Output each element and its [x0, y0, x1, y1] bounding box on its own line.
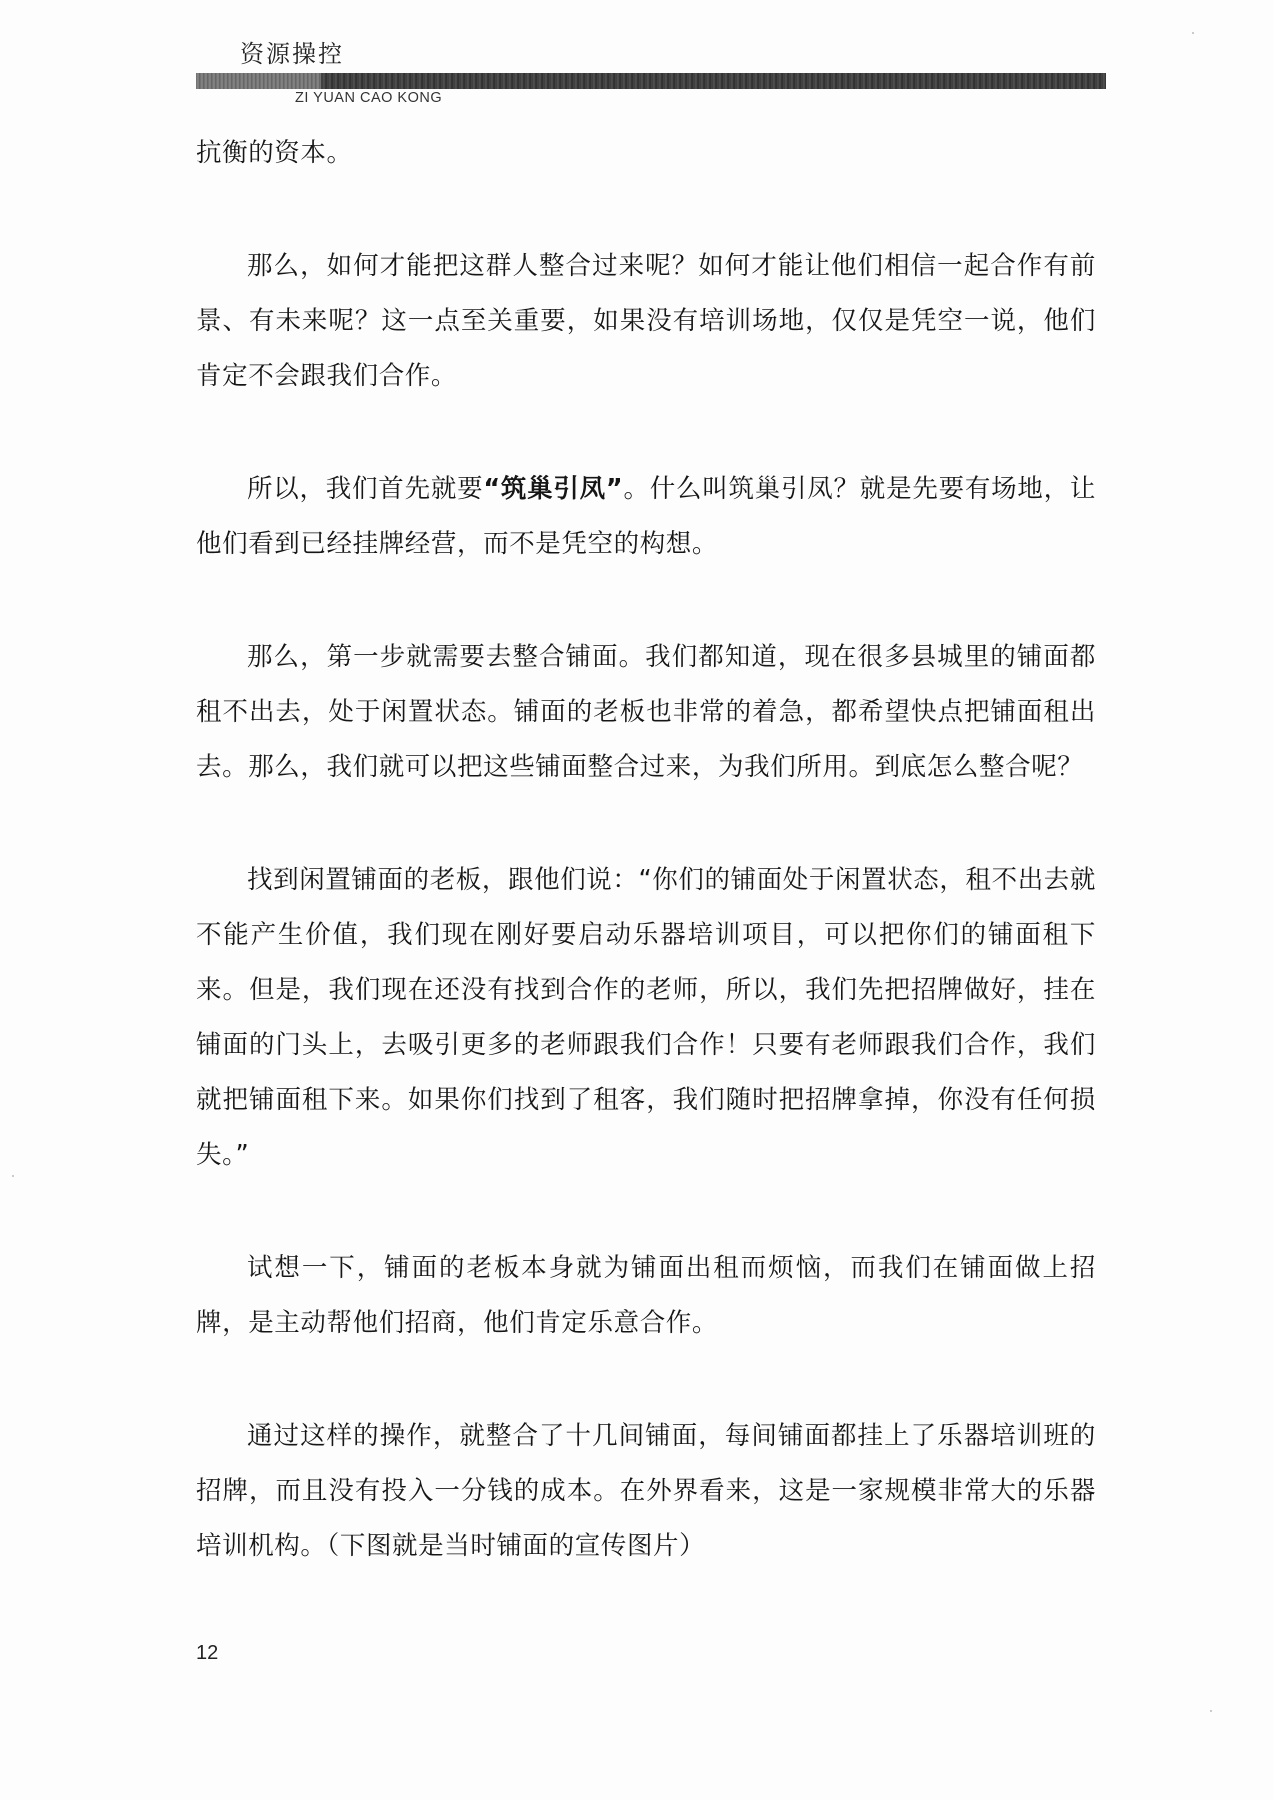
paragraph-continuation: 抗衡的资本。 [196, 138, 353, 168]
paragraph: 找到闲置铺面的老板，跟他们说：“你们的铺面处于闲置状态，租不出去就不能产生价值，我们现在刚好要启动乐器培训项目，可以把你们的铺面租下来。但是，我们现在还没有找到合作的老师，所以，我们先把招牌做好，挂在铺面的门头上，去吸引更多的老师跟我们合作！只要有老师跟我们合作，我们就把铺面租下来。如果你们找到了租客，我们随时把招牌拿掉，你没有任何损失。” [196, 865, 1097, 1170]
paragraph: 那么，第一步就需要去整合铺面。我们都知道，现在很多县城里的铺面都租不出去，处于闲置状态。铺面的老板也非常的着急，都希望快点把铺面租出去。那么，我们就可以把这些铺面整合过来，为我们所用。到底怎么整合呢？ [196, 642, 1096, 782]
scan-speck [12, 1175, 14, 1177]
running-header-subtitle: ZI YUAN CAO KONG [295, 90, 443, 106]
paragraph-text: 所以，我们首先就要 [247, 474, 484, 504]
running-header-title: 资源操控 [240, 40, 344, 68]
paragraph: 试想一下，铺面的老板本身就为铺面出租而烦恼，而我们在铺面做上招牌，是主动帮他们招商，他们肯定乐意合作。 [196, 1253, 1096, 1338]
scan-speck [1192, 32, 1194, 34]
paragraph [196, 462, 1096, 572]
paragraph-text: 。什么叫筑巢引凤？就是先要有场地，让他们看到已经挂牌经营，而不是凭空的构想。 [196, 474, 1096, 559]
header-rule-bar-accent [196, 73, 321, 89]
header-rule-bar [196, 73, 1106, 89]
body-text [196, 126, 1096, 1574]
scan-speck [1210, 1710, 1212, 1712]
paragraph: 那么，如何才能把这群人整合过来呢？如何才能让他们相信一起合作有前景、有未来呢？这一点至关重要，如果没有培训场地，仅仅是凭空一说，他们肯定不会跟我们合作。 [196, 251, 1096, 391]
paragraph: 通过这样的操作，就整合了十几间铺面，每间铺面都挂上了乐器培训班的招牌，而且没有投入一分钱的成本。在外界看来，这是一家规模非常大的乐器培训机构。（下图就是当时铺面的宣传图片） [196, 1421, 1096, 1561]
emphasized-phrase: “筑巢引凤” [483, 474, 624, 504]
page-number: 12 [196, 1642, 219, 1664]
